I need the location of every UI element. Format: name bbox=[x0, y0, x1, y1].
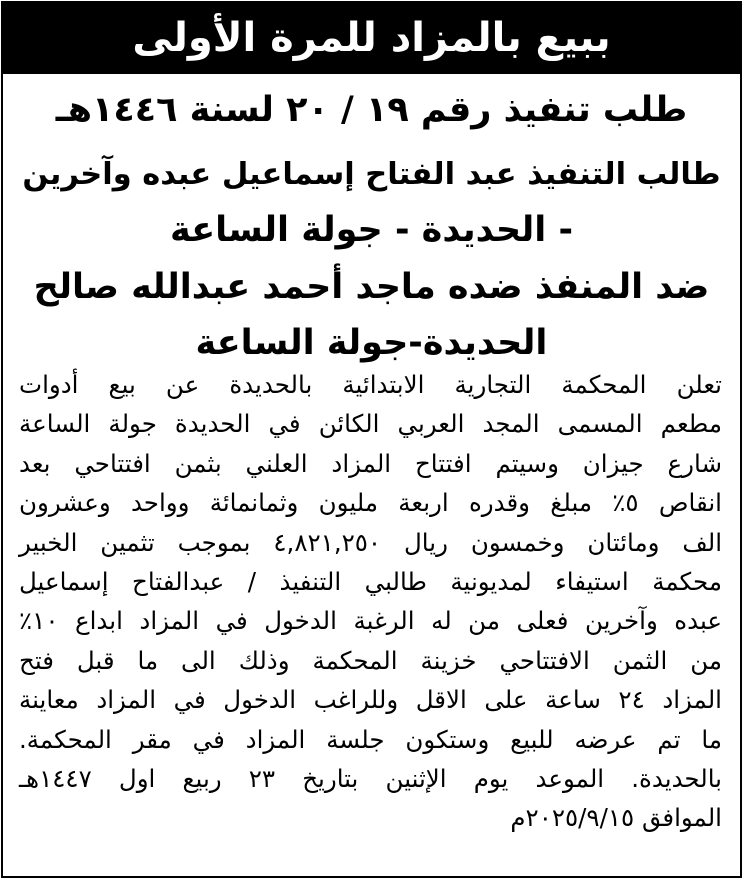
body-line: الف ومائتان وخمسون ريال ٤,٨٢١,٢٥٠ بموجب تثمين الخبير bbox=[19, 527, 723, 557]
defendant-location-heading: الحديدة-جولة الساعة bbox=[195, 323, 548, 363]
body-line: محكمة استيفاء لمديونية طالبي التنفيذ / عبدالفتاح إسماعيل bbox=[19, 567, 722, 597]
body-line: المزاد ٢٤ ساعة على الاقل وللراغب الدخول في المزاد معاينة bbox=[19, 685, 722, 715]
notice-body bbox=[19, 365, 722, 838]
body-line: الموافق ٢٠٢٥/٩/١٥م bbox=[510, 803, 722, 833]
applicant-location-heading: - الحديدة - جولة الساعة bbox=[170, 210, 573, 250]
auction-notice bbox=[1, 1, 742, 878]
defendant-heading: ضد المنفذ ضده ماجد أحمد عبدالله صالح bbox=[33, 267, 710, 307]
body-line: مطعم المسمى المجد العربي الكائن في الحديدة جولة الساعة bbox=[19, 409, 722, 439]
notice-title-banner: ببيع بالمزاد للمرة الأولى bbox=[3, 3, 740, 74]
body-line: من الثمن الافتتاحي خزينة المحكمة وذلك الى ما قبل فتح bbox=[19, 645, 722, 675]
body-line: تعلن المحكمة التجارية الابتدائية بالحديدة عن بيع أدوات bbox=[19, 370, 722, 399]
body-line: ما تم عرضه للبيع وستكون جلسة المزاد في مقر المحكمة. bbox=[19, 724, 722, 754]
case-number-heading: طلب تنفيذ رقم ١٩ / ٢٠ لسنة ١٤٤٦هـ bbox=[55, 90, 688, 130]
body-line: عبده وآخرين فعلى من له الرغبة الدخول في المزاد ابداع ١٠٪ bbox=[19, 606, 722, 636]
body-line: انقاص ٥٪ مبلغ وقدره اربعة مليون وثمانمائة وواحد وعشرون bbox=[19, 488, 722, 518]
applicant-heading: طالب التنفيذ عبد الفتاح إسماعيل عبده وآخرين bbox=[22, 157, 721, 192]
body-line: بالحديدة. الموعد يوم الإثنين بتاريخ ٢٣ ربيع اول ١٤٤٧هـ bbox=[19, 764, 722, 794]
body-line: شارع جيزان وسيتم افتتاح المزاد العلني بثمن افتتاحي بعد bbox=[19, 448, 722, 478]
